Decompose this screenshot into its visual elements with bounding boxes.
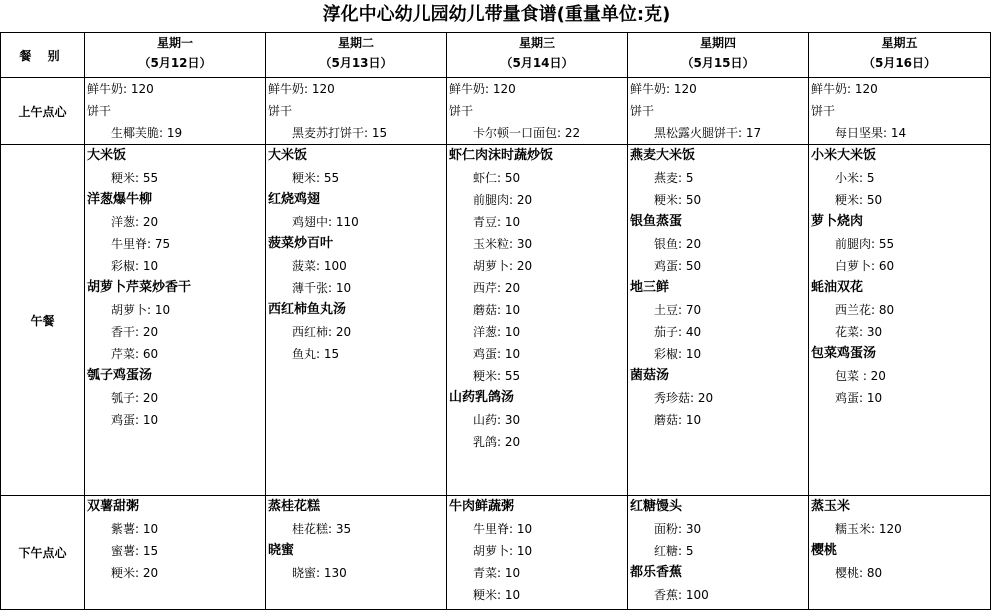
dish-name: 地三鲜 — [630, 280, 670, 295]
ingredient-line: 彩椒: 10 — [654, 347, 702, 361]
dish-name: 红糖馒头 — [630, 499, 683, 514]
menu-line: 鲜牛奶: 120 — [811, 82, 878, 96]
ingredient-line: 糯玉米: 120 — [835, 522, 902, 536]
ingredient-line: 胡萝卜: 20 — [473, 259, 533, 273]
dish-name: 洋葱爆牛柳 — [87, 192, 153, 207]
dish-name: 银鱼蒸蛋 — [630, 214, 683, 229]
ingredient-line: 西兰花: 80 — [835, 303, 895, 317]
ingredient-line: 乳鸽: 20 — [473, 435, 521, 449]
ingredient-line: 粳米: 50 — [654, 193, 702, 207]
ingredient-line: 洋葱: 10 — [473, 325, 521, 339]
dish-name: 萝卜烧肉 — [811, 214, 864, 229]
morning-cell — [628, 78, 809, 145]
meal-column-header: 餐 别 — [1, 33, 85, 78]
day-date: （5月13日） — [319, 56, 393, 70]
ingredient-line: 粳米: 55 — [292, 171, 340, 185]
lunch-row — [1, 145, 991, 496]
ingredient-line: 胡萝卜: 10 — [111, 303, 171, 317]
dish-name: 瓠子鸡蛋汤 — [87, 368, 153, 383]
ingredient-line: 花菜: 30 — [835, 325, 883, 339]
lunch-cell — [266, 145, 447, 496]
lunch-cell — [85, 145, 266, 496]
ingredient-line: 鸡蛋: 10 — [835, 391, 883, 405]
dish-name: 牛肉鲜蔬粥 — [449, 499, 515, 514]
day-date: （5月16日） — [862, 56, 937, 70]
menu-line: 饼干 — [268, 104, 293, 118]
ingredient-line: 芹菜: 60 — [111, 347, 159, 361]
ingredient-line: 虾仁: 50 — [473, 171, 521, 185]
ingredient-line: 樱桃: 80 — [835, 566, 883, 580]
dish-name: 菠菜炒百叶 — [268, 236, 334, 251]
ingredient-line: 鱼丸: 15 — [292, 347, 340, 361]
dish-name: 大米饭 — [87, 148, 127, 163]
menu-line: 饼干 — [87, 104, 112, 118]
ingredient-line: 菠菜: 100 — [292, 259, 347, 273]
day-header — [85, 33, 266, 78]
menu-line: 每日坚果: 14 — [835, 126, 907, 140]
ingredient-line: 秀珍菇: 20 — [654, 391, 714, 405]
ingredient-line: 土豆: 70 — [654, 303, 702, 317]
day-date: （5月14日） — [500, 56, 574, 70]
ingredient-line: 牛里脊: 75 — [111, 237, 171, 251]
morning-snack-row — [1, 78, 991, 145]
dish-name: 大米饭 — [268, 148, 308, 163]
ingredient-line: 晓蜜: 130 — [292, 566, 347, 580]
dish-name: 菌菇汤 — [630, 368, 670, 383]
ingredient-line: 彩椒: 10 — [111, 259, 159, 273]
ingredient-line: 粳米: 20 — [111, 566, 159, 580]
day-header — [809, 33, 991, 78]
ingredient-line: 青豆: 10 — [473, 215, 521, 229]
afternoon-cell — [447, 496, 628, 610]
dish-name: 蚝油双花 — [811, 280, 864, 295]
ingredient-line: 小米: 5 — [835, 171, 875, 185]
day-date: （5月15日） — [681, 56, 755, 70]
ingredient-line: 蘑菇: 10 — [473, 303, 521, 317]
menu-line: 生椰芙脆: 19 — [111, 126, 183, 140]
ingredient-line: 青菜: 10 — [473, 566, 521, 580]
page-title: 淳化中心幼儿园幼儿带量食谱(重量单位:克) — [322, 4, 671, 25]
day-name: 星期五 — [881, 36, 918, 50]
ingredient-line: 粳米: 10 — [473, 588, 521, 602]
dish-name: 蒸玉米 — [811, 499, 851, 514]
menu-line: 黑松露火腿饼干: 17 — [654, 126, 762, 140]
dish-name: 山药乳鸽汤 — [449, 390, 515, 405]
ingredient-line: 桂花糕: 35 — [292, 522, 352, 536]
ingredient-line: 山药: 30 — [473, 413, 521, 427]
ingredient-line: 蜜薯: 15 — [111, 544, 159, 558]
ingredient-line: 薄千张: 10 — [292, 281, 352, 295]
afternoon-cell — [628, 496, 809, 610]
afternoon-cell — [809, 496, 991, 610]
morning-cell — [809, 78, 991, 145]
menu-line: 卡尔顿一口面包: 22 — [473, 126, 581, 140]
ingredient-line: 前腿肉: 55 — [835, 237, 895, 251]
ingredient-line: 紫薯: 10 — [111, 522, 159, 536]
dish-name: 胡萝卜芹菜炒香干 — [87, 280, 192, 295]
ingredient-line: 粳米: 50 — [835, 193, 883, 207]
day-header — [266, 33, 447, 78]
menu-line: 鲜牛奶: 120 — [630, 82, 697, 96]
afternoon-cell — [266, 496, 447, 610]
ingredient-line: 白萝卜: 60 — [835, 259, 895, 273]
ingredient-line: 香干: 20 — [111, 325, 159, 339]
ingredient-line: 茄子: 40 — [654, 325, 702, 339]
dish-name: 蒸桂花糕 — [268, 499, 321, 514]
day-header — [447, 33, 628, 78]
day-date: （5月12日） — [138, 56, 212, 70]
ingredient-line: 面粉: 30 — [654, 522, 702, 536]
menu-line: 鲜牛奶: 120 — [449, 82, 516, 96]
morning-cell — [447, 78, 628, 145]
ingredient-line: 粳米: 55 — [473, 369, 521, 383]
ingredient-line: 包菜 : 20 — [835, 369, 886, 383]
dish-name: 西红柿鱼丸汤 — [268, 302, 347, 317]
morning-cell — [266, 78, 447, 145]
header-row — [1, 33, 991, 78]
dish-name: 樱桃 — [811, 543, 838, 558]
dish-name: 燕麦大米饭 — [630, 148, 696, 163]
dish-name: 虾仁肉沫时蔬炒饭 — [449, 148, 554, 163]
ingredient-line: 鸡翅中: 110 — [292, 215, 359, 229]
lunch-cell — [809, 145, 991, 496]
ingredient-line: 银鱼: 20 — [654, 237, 702, 251]
ingredient-line: 牛里脊: 10 — [473, 522, 533, 536]
meal-label-lunch: 午餐 — [1, 145, 85, 496]
ingredient-line: 前腿肉: 20 — [473, 193, 533, 207]
menu-line: 鲜牛奶: 120 — [268, 82, 335, 96]
ingredient-line: 瓠子: 20 — [111, 391, 159, 405]
day-name: 星期二 — [337, 36, 374, 50]
menu-table — [0, 32, 991, 610]
ingredient-line: 蘑菇: 10 — [654, 413, 702, 427]
meal-label-afternoon: 下午点心 — [1, 496, 85, 610]
day-name: 星期四 — [699, 36, 736, 50]
dish-name: 双薯甜粥 — [87, 499, 140, 514]
ingredient-line: 香蕉: 100 — [654, 588, 709, 602]
menu-line: 饼干 — [630, 104, 655, 118]
ingredient-line: 洋葱: 20 — [111, 215, 159, 229]
menu-line: 饼干 — [811, 104, 836, 118]
lunch-cell — [628, 145, 809, 496]
meal-label-morning: 上午点心 — [1, 78, 85, 145]
menu-line: 黑麦苏打饼干: 15 — [292, 126, 388, 140]
afternoon-cell — [85, 496, 266, 610]
morning-cell — [85, 78, 266, 145]
lunch-cell — [447, 145, 628, 496]
ingredient-line: 鸡蛋: 10 — [473, 347, 521, 361]
ingredient-line: 胡萝卜: 10 — [473, 544, 533, 558]
dish-name: 都乐香蕉 — [630, 565, 683, 580]
menu-line: 饼干 — [449, 104, 474, 118]
day-name: 星期三 — [518, 36, 555, 50]
ingredient-line: 西红柿: 20 — [292, 325, 352, 339]
dish-name: 小米大米饭 — [811, 148, 877, 163]
ingredient-line: 西芹: 20 — [473, 281, 521, 295]
menu-line: 鲜牛奶: 120 — [87, 82, 154, 96]
ingredient-line: 红糖: 5 — [654, 544, 694, 558]
ingredient-line: 鸡蛋: 50 — [654, 259, 702, 273]
day-name: 星期一 — [156, 36, 193, 50]
ingredient-line: 燕麦: 5 — [654, 171, 694, 185]
ingredient-line: 鸡蛋: 10 — [111, 413, 159, 427]
ingredient-line: 玉米粒: 30 — [473, 237, 533, 251]
dish-name: 包菜鸡蛋汤 — [811, 346, 877, 361]
dish-name: 红烧鸡翅 — [268, 192, 321, 207]
dish-name: 晓蜜 — [268, 543, 295, 558]
afternoon-snack-row — [1, 496, 991, 610]
day-header — [628, 33, 809, 78]
ingredient-line: 粳米: 55 — [111, 171, 159, 185]
